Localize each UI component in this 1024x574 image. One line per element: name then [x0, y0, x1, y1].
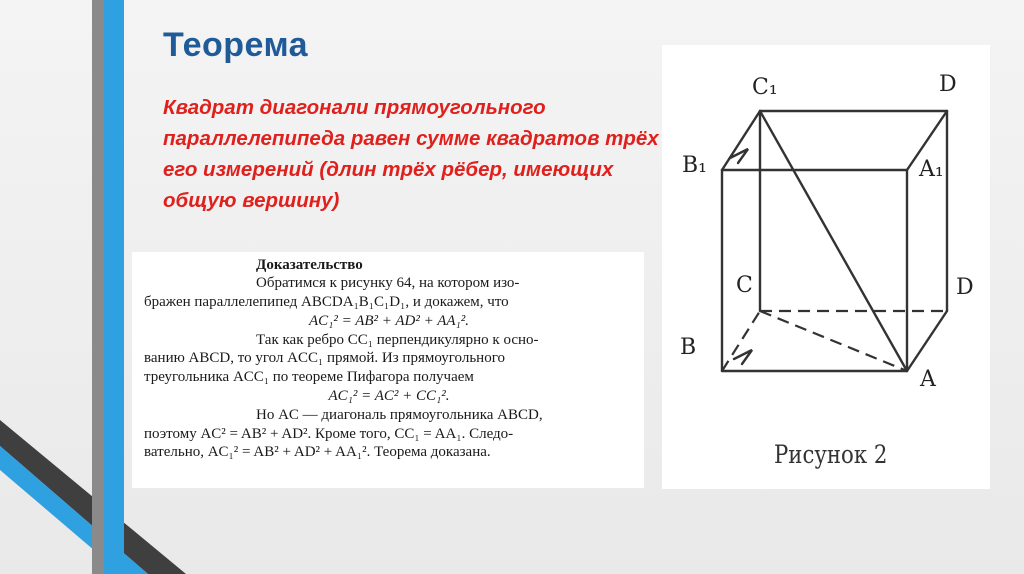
vertex-label-a1: A₁	[919, 157, 944, 182]
proof-line: вательно, AC₁² = AB² + AD² + AA₁². Теорема доказана.	[144, 443, 491, 460]
proof-line: поэтому AC² = AB² + AD². Кроме того, CC₁ = AA₁. Следо-	[144, 425, 514, 442]
vertex-label-c: C	[736, 273, 753, 298]
blue-vertical-stripe	[104, 0, 124, 574]
proof-line: ванию ABCD, то угол ACC₁ прямой. Из прямоугольного	[144, 350, 505, 367]
vertex-label-b: B	[680, 335, 697, 360]
edge-a-d-bottom	[907, 311, 947, 371]
proof-line: Обратимся к рисунку 64, на котором изо-	[256, 275, 520, 292]
vertex-label-d-top: D	[939, 72, 957, 97]
proof-line: бражен параллелепипед ABCDA₁B₁C₁D₁, и докажем, что	[144, 293, 509, 310]
hidden-diagonal-a-c	[760, 311, 907, 371]
proof-formula: AC₁² = AB² + AD² + AA₁².	[308, 312, 470, 329]
right-angle-mark-top	[730, 149, 748, 163]
vertex-label-a: A	[920, 367, 936, 392]
vertex-label-c1: C₁	[752, 75, 778, 100]
proof-line: Так как ребро CC₁ перпендикулярно к осно-	[256, 332, 539, 349]
slide-title: Теорема	[163, 26, 309, 64]
right-angle-mark-bottom	[734, 350, 752, 364]
figure-caption: Рисунок 2	[774, 440, 888, 469]
parallelepiped-figure	[662, 45, 990, 489]
proof-line: Но AC — диагональ прямоугольника ABCD,	[256, 407, 543, 424]
vertex-label-b1: B₁	[682, 153, 707, 178]
proof-text-block	[132, 252, 644, 488]
proof-formula: AC₁² = AC² + CC₁².	[328, 388, 450, 405]
gray-vertical-stripe	[92, 0, 104, 574]
vertex-label-d-bottom: D	[956, 275, 974, 300]
hidden-edge-b-c	[722, 311, 760, 371]
theorem-statement: Квадрат диагонали прямоугольного параллелепипеда равен сумме квадратов трёх его измерений (длин трёх рёбер, имеющих общую вершину)	[163, 96, 659, 212]
proof-heading: Доказательство	[256, 257, 363, 273]
edge-b1-c1	[722, 111, 760, 170]
proof-line: треугольника ACC₁ по теореме Пифагора получаем	[144, 368, 474, 385]
parallelepiped-drawing	[662, 45, 990, 489]
diagonal-a-c1	[760, 111, 907, 371]
